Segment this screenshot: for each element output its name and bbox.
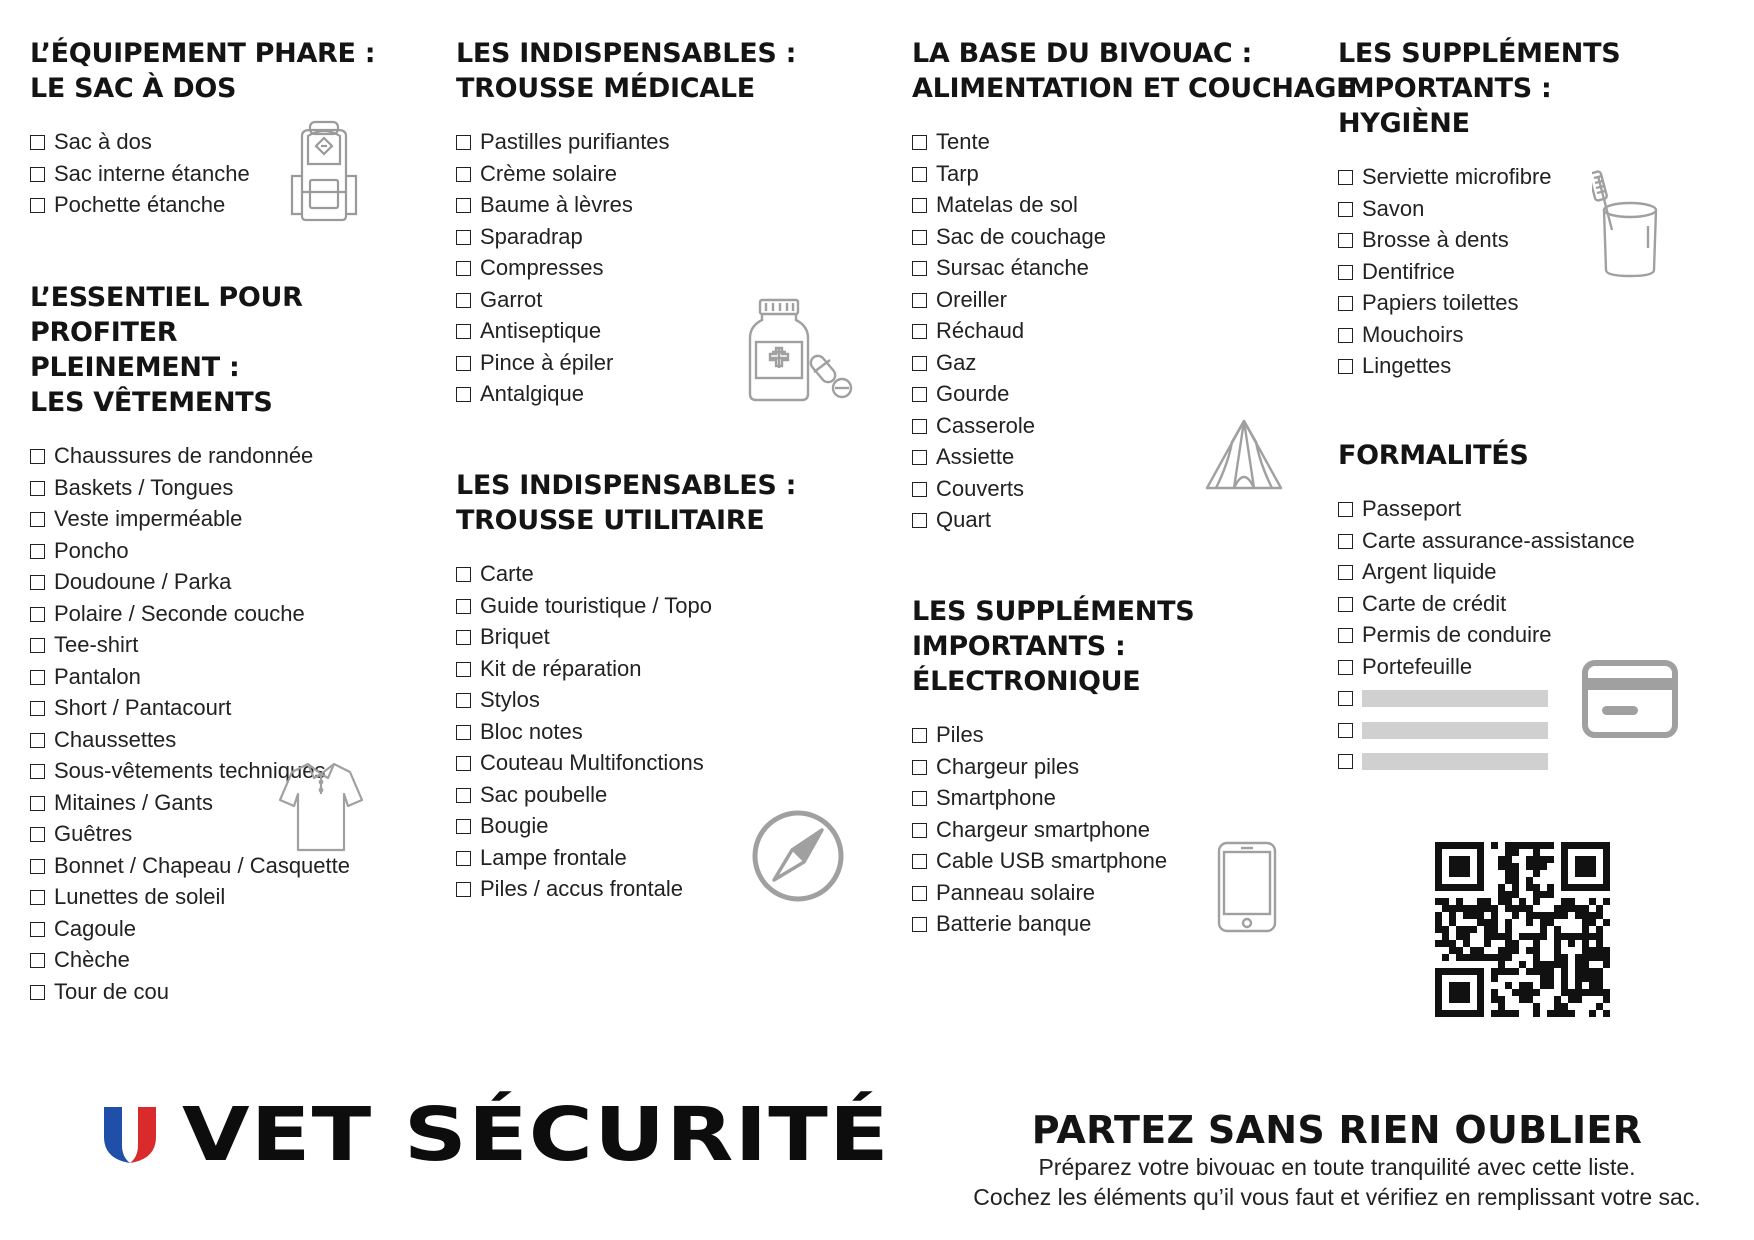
- checklist-item[interactable]: [456, 842, 796, 874]
- checkbox[interactable]: [1338, 754, 1353, 769]
- checkbox[interactable]: [1338, 502, 1353, 517]
- checkbox[interactable]: [1338, 296, 1353, 311]
- checkbox[interactable]: [456, 756, 471, 771]
- checklist-item[interactable]: [912, 378, 1354, 410]
- checklist-item-label: Chaussettes: [54, 726, 177, 752]
- tagline-line-1: Préparez votre bivouac en toute tranquilité avec cette liste.: [1038, 1154, 1636, 1180]
- checkbox[interactable]: [1338, 265, 1353, 280]
- checklist-item[interactable]: [30, 598, 360, 630]
- checklist-item-label: Lampe frontale: [480, 844, 627, 870]
- checkbox[interactable]: [30, 481, 45, 496]
- checklist-item[interactable]: [456, 810, 796, 842]
- section-title: LA BASE DU BIVOUAC : ALIMENTATION ET COUCHAGE: [912, 38, 1355, 104]
- checklist-item[interactable]: [912, 347, 1354, 379]
- checklist-item[interactable]: [30, 440, 360, 472]
- checkbox[interactable]: [912, 917, 927, 932]
- checklist-item[interactable]: [912, 719, 1194, 751]
- checklist-item-label: Casserole: [936, 412, 1036, 438]
- checkbox[interactable]: [1338, 359, 1353, 374]
- checklist-item[interactable]: [456, 747, 796, 779]
- checklist-item-label: Chaussures de randonnée: [54, 443, 314, 468]
- checkbox[interactable]: [1338, 233, 1353, 248]
- checklist-item-label: Sous-vêtements techniques: [54, 758, 326, 783]
- checkbox[interactable]: [912, 356, 927, 371]
- checklist-item-label: Chargeur piles: [936, 753, 1080, 779]
- checklist-item[interactable]: [1338, 588, 1635, 620]
- brand-name: VET SÉCURITÉ: [182, 1092, 890, 1178]
- checkbox[interactable]: [1338, 628, 1353, 643]
- checkbox[interactable]: [1338, 170, 1353, 185]
- checkbox[interactable]: [30, 135, 45, 150]
- checkbox[interactable]: [30, 701, 45, 716]
- checkbox[interactable]: [456, 882, 471, 897]
- checkbox[interactable]: [30, 764, 45, 779]
- checklist-item-label: Short / Pantacourt: [54, 695, 232, 720]
- checklist-item[interactable]: [1338, 193, 1620, 225]
- checklist-item-label: Réchaud: [936, 318, 1025, 343]
- checklist-item[interactable]: [1338, 319, 1620, 351]
- checkbox[interactable]: [456, 261, 471, 276]
- checklist-item[interactable]: [912, 504, 1354, 536]
- checklist-item-label: Gaz: [936, 349, 977, 375]
- checklist-item[interactable]: [912, 814, 1194, 846]
- checklist-item[interactable]: [1338, 350, 1620, 382]
- checklist-item-label: Sac poubelle: [480, 781, 608, 807]
- polo-shirt-icon: [278, 760, 364, 854]
- checklist-item[interactable]: [912, 908, 1194, 940]
- checklist-item[interactable]: [1338, 619, 1635, 651]
- checkbox[interactable]: [456, 567, 471, 582]
- checklist-item-label: Baume à lèvres: [480, 192, 633, 217]
- checkbox[interactable]: [456, 693, 471, 708]
- checkbox[interactable]: [30, 167, 45, 182]
- medicine-bottle-icon: [746, 298, 856, 404]
- checklist: [456, 558, 796, 905]
- checklist-item-label: Panneau solaire: [936, 879, 1096, 905]
- checklist-item-label: Carte de crédit: [1362, 590, 1507, 616]
- checklist-item-label: Lingettes: [1362, 353, 1452, 378]
- checklist-item-label: Sac de couchage: [936, 223, 1107, 249]
- checkbox[interactable]: [30, 638, 45, 653]
- checklist-item-label: Tente: [936, 129, 990, 154]
- checkbox[interactable]: [912, 854, 927, 869]
- checkbox[interactable]: [30, 890, 45, 905]
- checkbox[interactable]: [30, 922, 45, 937]
- checklist-item-label: Mitaines / Gants: [54, 789, 213, 815]
- checklist-item[interactable]: [912, 252, 1354, 284]
- checklist-item[interactable]: [912, 315, 1354, 347]
- blank-checklist-item[interactable]: [1338, 745, 1635, 777]
- checkbox[interactable]: [456, 293, 471, 308]
- checklist: [1338, 161, 1620, 382]
- checklist-item-label: Guêtres: [54, 821, 133, 846]
- checkbox[interactable]: [912, 261, 927, 276]
- checklist-item[interactable]: [1338, 493, 1635, 525]
- checkbox[interactable]: [30, 859, 45, 874]
- checkbox[interactable]: [1338, 328, 1353, 343]
- checkbox[interactable]: [456, 230, 471, 245]
- checklist-item-label: Carte assurance-assistance: [1362, 527, 1635, 553]
- checklist-item-label: Tee-shirt: [54, 632, 139, 657]
- checklist-item-label: Antiseptique: [480, 318, 602, 343]
- checklist-item[interactable]: [1338, 256, 1620, 288]
- section-title: LES SUPPLÉMENTS IMPORTANTS : HYGIÈNE: [1338, 38, 1621, 139]
- checklist-item-label: Oreiller: [936, 286, 1007, 312]
- checkbox[interactable]: [30, 670, 45, 685]
- checkbox[interactable]: [456, 135, 471, 150]
- checklist-item[interactable]: [456, 221, 796, 253]
- tagline: [952, 1108, 1722, 1212]
- checklist-item-label: Sac interne étanche: [54, 160, 250, 186]
- checkbox[interactable]: [912, 324, 927, 339]
- tagline-line-2: Cochez les éléments qu’il vous faut et vérifiez en remplissant votre sac.: [973, 1184, 1701, 1210]
- checkbox[interactable]: [30, 796, 45, 811]
- checkbox[interactable]: [912, 198, 927, 213]
- checkbox[interactable]: [456, 819, 471, 834]
- checkbox[interactable]: [456, 356, 471, 371]
- checklist-item[interactable]: [912, 877, 1194, 909]
- checklist-item-label: Papiers toilettes: [1362, 290, 1519, 315]
- section-title: L’ESSENTIEL POUR PROFITER PLEINEMENT : LES VÊTEMENTS: [30, 282, 303, 418]
- checkbox[interactable]: [1338, 534, 1353, 549]
- checklist-item-label: Crème solaire: [480, 160, 617, 186]
- checklist-item[interactable]: [912, 441, 1354, 473]
- checkbox[interactable]: [912, 167, 927, 182]
- checklist-item-label: Passeport: [1362, 496, 1462, 521]
- checklist-item-label: Compresses: [480, 255, 604, 280]
- checkbox[interactable]: [30, 607, 45, 622]
- checkbox[interactable]: [1338, 565, 1353, 580]
- checkbox[interactable]: [912, 760, 927, 775]
- tent-icon: [1204, 418, 1284, 492]
- checkbox[interactable]: [912, 728, 927, 743]
- checklist-item-label: Cagoule: [54, 915, 136, 941]
- checklist-item-label: Smartphone: [936, 785, 1056, 810]
- checklist-item-label: Carte: [480, 561, 534, 586]
- checkbox[interactable]: [1338, 723, 1353, 738]
- checklist-item[interactable]: [30, 692, 360, 724]
- checklist-item[interactable]: [912, 751, 1194, 783]
- checkbox[interactable]: [1338, 691, 1353, 706]
- checklist-item[interactable]: [30, 976, 360, 1008]
- checkbox[interactable]: [456, 788, 471, 803]
- section-title: LES INDISPENSABLES : TROUSSE MÉDICALE: [456, 38, 797, 104]
- checklist-item-label: Tarp: [936, 160, 979, 186]
- checkbox[interactable]: [912, 450, 927, 465]
- checklist-item-label: Sac à dos: [54, 129, 152, 154]
- checklist-item[interactable]: [456, 653, 796, 685]
- checklist-item-label: Bougie: [480, 813, 549, 838]
- checkbox[interactable]: [912, 230, 927, 245]
- section-hygiene: [1338, 36, 1620, 382]
- backpack-icon: [288, 118, 360, 224]
- checkbox[interactable]: [912, 513, 927, 528]
- checklist-item-label: Serviette microfibre: [1362, 164, 1552, 189]
- checklist-item[interactable]: [912, 782, 1194, 814]
- checkbox[interactable]: [30, 544, 45, 559]
- section-title: LES SUPPLÉMENTS IMPORTANTS : ÉLECTRONIQUE: [912, 596, 1195, 697]
- checklist-item[interactable]: [912, 189, 1354, 221]
- checkbox[interactable]: [456, 324, 471, 339]
- checklist-item[interactable]: [912, 410, 1354, 442]
- checkbox[interactable]: [30, 575, 45, 590]
- checklist-item[interactable]: [30, 472, 360, 504]
- checkbox[interactable]: [912, 823, 927, 838]
- french-flag-icon: [100, 1105, 160, 1165]
- checkbox[interactable]: [30, 449, 45, 464]
- compass-icon: [750, 808, 846, 904]
- checklist-item-label: Permis de conduire: [1362, 622, 1552, 647]
- checklist-item-label: Bloc notes: [480, 718, 583, 744]
- checklist-item-label: Tour de cou: [54, 978, 169, 1004]
- checkbox[interactable]: [912, 886, 927, 901]
- checklist-item-label: Veste imperméable: [54, 506, 243, 531]
- section-trousse-utilitaire: [456, 468, 796, 905]
- checklist-item[interactable]: [456, 252, 796, 284]
- checklist-item[interactable]: [912, 126, 1354, 158]
- checklist-item[interactable]: [1338, 161, 1620, 193]
- toothbrush-cup-icon: [1592, 170, 1664, 280]
- section-title: L’ÉQUIPEMENT PHARE : LE SAC À DOS: [30, 38, 376, 104]
- checklist-item-label: Savon: [1362, 195, 1425, 221]
- checkbox[interactable]: [1338, 660, 1353, 675]
- checkbox[interactable]: [30, 953, 45, 968]
- checklist: [30, 440, 360, 1007]
- checkbox[interactable]: [30, 827, 45, 842]
- checkbox[interactable]: [456, 630, 471, 645]
- checklist: [912, 126, 1354, 536]
- checkbox[interactable]: [1338, 202, 1353, 217]
- checklist-item[interactable]: [912, 473, 1354, 505]
- checklist-item[interactable]: [1338, 556, 1635, 588]
- checklist-item[interactable]: [30, 724, 360, 756]
- checklist-item-label: Batterie banque: [936, 911, 1092, 936]
- checklist-item[interactable]: [30, 661, 360, 693]
- checkbox[interactable]: [30, 198, 45, 213]
- checklist-item[interactable]: [456, 716, 796, 748]
- checklist-item-label: Matelas de sol: [936, 192, 1078, 217]
- checklist-item-label: Chargeur smartphone: [936, 816, 1151, 842]
- checklist-item-label: Baskets / Tongues: [54, 474, 234, 500]
- checklist-item-label: Pantalon: [54, 663, 141, 689]
- checklist-item-label: Pochette étanche: [54, 192, 226, 217]
- checklist-item-label: Quart: [936, 507, 992, 532]
- checklist-item-label: Briquet: [480, 624, 550, 649]
- checkbox[interactable]: [912, 419, 927, 434]
- checklist-item-label: Assiette: [936, 444, 1015, 469]
- checklist-item[interactable]: [912, 221, 1354, 253]
- checklist-item[interactable]: [912, 158, 1354, 190]
- checklist-item-label: Couverts: [936, 475, 1025, 501]
- section-electronique: [912, 594, 1194, 940]
- section-title: FORMALITÉS: [1338, 440, 1529, 471]
- brand-logo: [100, 1092, 890, 1178]
- checkbox[interactable]: [912, 482, 927, 497]
- blank-write-in-line[interactable]: [1362, 722, 1548, 739]
- section-bivouac: [912, 36, 1354, 536]
- checklist-item-label: Bonnet / Chapeau / Casquette: [54, 852, 350, 878]
- checkbox[interactable]: [456, 198, 471, 213]
- checklist-item-label: Stylos: [480, 687, 540, 712]
- checklist-item-label: Guide touristique / Topo: [480, 592, 712, 618]
- qr-code[interactable]: [1435, 842, 1610, 1017]
- checklist-item-label: Chèche: [54, 947, 130, 972]
- checkbox[interactable]: [456, 387, 471, 402]
- checklist-item-label: Piles: [936, 722, 984, 747]
- checkbox[interactable]: [456, 662, 471, 677]
- checklist-item-label: Kit de réparation: [480, 655, 642, 681]
- checklist-item[interactable]: [456, 779, 796, 811]
- checkbox[interactable]: [456, 851, 471, 866]
- checklist-item[interactable]: [456, 590, 796, 622]
- checklist-item[interactable]: [30, 850, 360, 882]
- checklist-item-label: Dentifrice: [1362, 258, 1455, 284]
- checkbox[interactable]: [912, 293, 927, 308]
- checklist-item[interactable]: [30, 566, 360, 598]
- checklist-item[interactable]: [912, 284, 1354, 316]
- smartphone-icon: [1216, 840, 1278, 934]
- checklist-item-label: Pince à épiler: [480, 349, 614, 375]
- checkbox[interactable]: [912, 791, 927, 806]
- checklist-item-label: Gourde: [936, 381, 1010, 406]
- checklist-item-label: Sparadrap: [480, 223, 583, 249]
- checklist-item-label: Couteau Multifonctions: [480, 750, 704, 775]
- checklist-item-label: Cable USB smartphone: [936, 848, 1168, 873]
- checkbox[interactable]: [30, 733, 45, 748]
- checklist-item-label: Lunettes de soleil: [54, 884, 226, 909]
- checklist-item-label: Poncho: [54, 537, 129, 563]
- checklist-item[interactable]: [456, 621, 796, 653]
- checkbox[interactable]: [912, 135, 927, 150]
- checklist-item[interactable]: [456, 126, 796, 158]
- checkbox[interactable]: [30, 985, 45, 1000]
- checklist-item-label: Piles / accus frontale: [480, 876, 683, 901]
- checklist-item-label: Polaire / Seconde couche: [54, 600, 305, 626]
- checklist-item[interactable]: [30, 629, 360, 661]
- checklist-item[interactable]: [456, 189, 796, 221]
- section-vetements: [30, 280, 360, 1007]
- checklist-item[interactable]: [30, 503, 360, 535]
- checklist-item[interactable]: [30, 944, 360, 976]
- blank-write-in-line[interactable]: [1362, 690, 1548, 707]
- checklist-item[interactable]: [912, 845, 1194, 877]
- checklist-item-label: Argent liquide: [1362, 559, 1497, 584]
- checklist-item-label: Antalgique: [480, 381, 584, 406]
- checkbox[interactable]: [30, 512, 45, 527]
- checklist-item[interactable]: [456, 873, 796, 905]
- checkbox[interactable]: [1338, 597, 1353, 612]
- checklist-item[interactable]: [1338, 525, 1635, 557]
- blank-write-in-line[interactable]: [1362, 753, 1548, 770]
- checklist-item[interactable]: [30, 913, 360, 945]
- checkbox[interactable]: [456, 167, 471, 182]
- checklist-item[interactable]: [456, 684, 796, 716]
- checklist-item[interactable]: [456, 158, 796, 190]
- checkbox[interactable]: [456, 725, 471, 740]
- checklist-item[interactable]: [1338, 287, 1620, 319]
- checklist-item-label: Doudoune / Parka: [54, 569, 232, 594]
- checklist-item-label: Brosse à dents: [1362, 227, 1509, 252]
- checklist-item[interactable]: [30, 881, 360, 913]
- checklist-item-label: Pastilles purifiantes: [480, 129, 670, 154]
- credit-card-icon: [1582, 660, 1678, 738]
- checkbox[interactable]: [912, 387, 927, 402]
- section-title: LES INDISPENSABLES : TROUSSE UTILITAIRE: [456, 470, 797, 536]
- checklist-item-label: Portefeuille: [1362, 653, 1473, 679]
- checklist-item-label: Sursac étanche: [936, 255, 1089, 280]
- checklist-item[interactable]: [456, 558, 796, 590]
- checkbox[interactable]: [456, 599, 471, 614]
- checklist-item[interactable]: [30, 535, 360, 567]
- tagline-title: PARTEZ SANS RIEN OUBLIER: [1031, 1108, 1643, 1152]
- checklist-item[interactable]: [1338, 224, 1620, 256]
- checklist: [912, 719, 1194, 940]
- checklist-item-label: Mouchoirs: [1362, 321, 1464, 347]
- checklist-item-label: Garrot: [480, 286, 543, 312]
